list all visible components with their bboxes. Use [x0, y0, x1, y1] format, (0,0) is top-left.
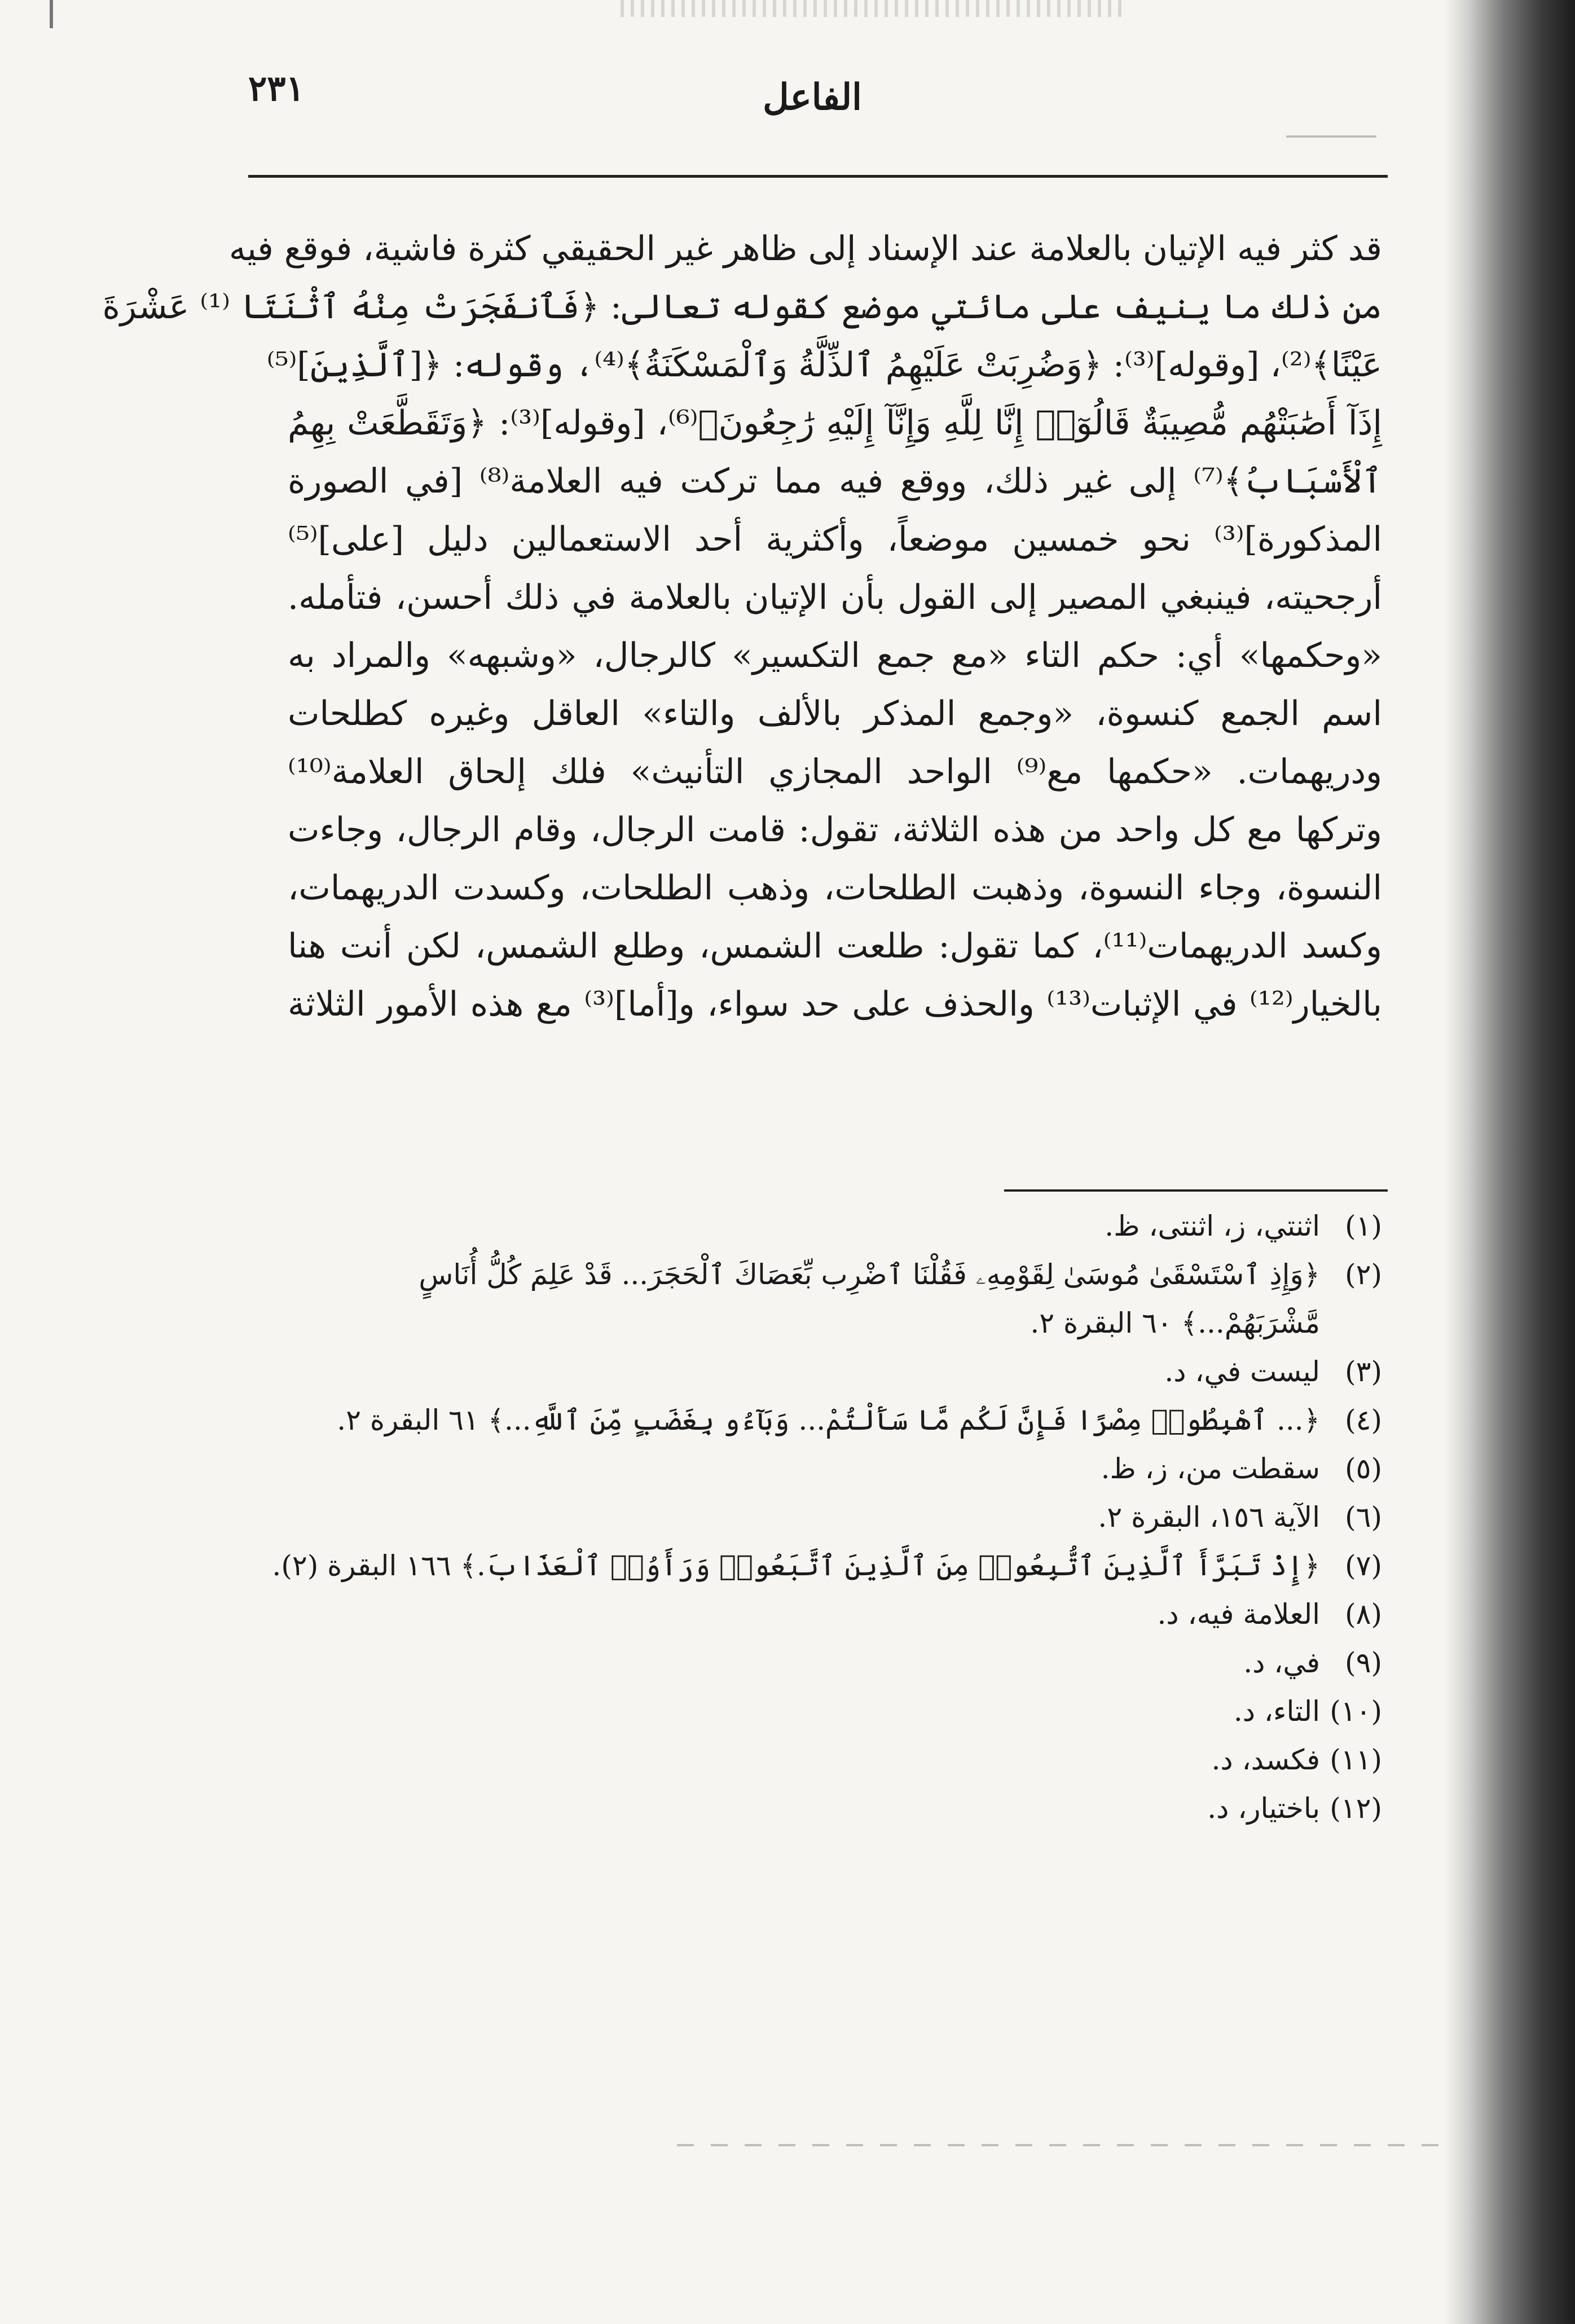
footnote-text: ليست في، د.	[1164, 1355, 1320, 1388]
footnote-number: (١٠)	[1330, 1695, 1382, 1728]
scan-noise-top	[621, 0, 1128, 17]
footnote-number: (٣)	[1345, 1355, 1382, 1388]
main-text	[102, 220, 1383, 1034]
text-line: أرجحيته، فينبغي المصير إلى القول بأن الإتيان بالعلامة في ذلك أحسن، فتأمله.	[288, 578, 1382, 617]
footnote-number: (٤)	[1345, 1404, 1382, 1436]
running-title: الفاعل	[763, 76, 862, 118]
footnote-rule	[1004, 1189, 1388, 1192]
footnote-number: (٩)	[1345, 1646, 1382, 1679]
text-line: قد كثر فيه الإتيان بالعلامة عند الإسناد إلى ظاهر غير الحقيقي كثرة فاشية، فوقع فيه	[228, 229, 1382, 269]
footnote	[272, 1541, 1382, 1590]
text-line: النسوة، وجاء النسوة، وذهبت الطلحات، وذهب الطلحات، وكسدت الدريهمات،	[288, 868, 1382, 908]
page-edge-shadow	[1445, 0, 1575, 2324]
footnote	[282, 1202, 1382, 1250]
footnote	[282, 1396, 1382, 1444]
footnote-text: مَّشْرَبَهُمْ...﴾ ٦٠ البقرة ٢.	[1030, 1307, 1320, 1339]
footnote-text: التاء، د.	[1233, 1695, 1320, 1728]
footnote-number: (١٢)	[1330, 1792, 1382, 1825]
scan-noise-line	[1286, 135, 1376, 138]
footnote	[282, 1590, 1382, 1638]
footnote-text: ﴿... ٱهْبِطُوا۟ مِصْرًا فَإِنَّ لَكُم مَّا سَأَلْتُمْ... وَبَآءُو بِغَضَبٍ مِّنَ ٱللَّهِ...﴾ ٦١ البقرة ٢.	[337, 1404, 1320, 1436]
footnote-number: (٢)	[1345, 1258, 1382, 1291]
scan-noise-line-bottom	[677, 2144, 1438, 2146]
text-line: ودريهمات. «حكمها مع⁽⁹⁾ الواحد المجازي التأنيث» فلك إلحاق العلامة⁽¹⁰⁾	[288, 752, 1383, 792]
footnote-number: (٥)	[1345, 1452, 1382, 1485]
footnote	[282, 1638, 1382, 1687]
text-line: وتركها مع كل واحد من هذه الثلاثة، تقول: قامت الرجال، وقام الرجال، وجاءت	[288, 810, 1382, 850]
text-line: بالخيار⁽¹²⁾ في الإثبات⁽¹³⁾ والحذف على حد سواء، و[أما]⁽³⁾ مع هذه الأمور الثلاثة	[288, 985, 1382, 1024]
footnote-text: ﴿إِذْ تَبَرَّأَ ٱلَّذِينَ ٱتُّبِعُوا۟ مِنَ ٱلَّذِينَ ٱتَّبَعُوا۟ وَرَأَوُا۟ ٱلْعَذَابَ.﴾ ١٦٦ البقرة (٢).	[272, 1549, 1320, 1582]
footnote	[282, 1736, 1382, 1784]
footnote-text: الآية ١٥٦، البقرة ٢.	[1098, 1501, 1320, 1534]
footnote-continuation	[282, 1299, 1382, 1347]
footnote-text: اثنتي، ز، اثنتى، ظ.	[1105, 1210, 1320, 1242]
text-line: ٱلْأَسْبَابُ﴾⁽⁷⁾ إلى غير ذلك، ووقع فيه مما تركت فيه العلامة⁽⁸⁾ [في الصورة	[288, 462, 1382, 501]
footnote-number: (٨)	[1345, 1598, 1382, 1631]
footnote-text: فكسد، د.	[1211, 1743, 1320, 1776]
footnote-number: (١١)	[1330, 1743, 1382, 1776]
footnote-text: العلامة فيه، د.	[1157, 1598, 1320, 1631]
footnote	[282, 1444, 1382, 1493]
footnote-number: (١)	[1345, 1210, 1382, 1242]
footnote-number	[1320, 1299, 1382, 1347]
footnotes	[272, 1202, 1382, 1833]
text-line: عَيْنًا﴾⁽²⁾، [وقوله]⁽³⁾: ﴿وَضُرِبَتْ عَلَيْهِمُ ٱلذِّلَّةُ وَٱلْمَسْكَنَةُ﴾⁽⁴⁾، وقوله: ﴿[ٱلَّذِينَ]⁽⁵⁾	[266, 345, 1382, 385]
footnote	[282, 1687, 1382, 1736]
footnote-number: (٧)	[1345, 1549, 1382, 1582]
text-line: المذكورة]⁽³⁾ نحو خمسين موضعاً، وأكثرية أحد الاستعمالين دليل [على]⁽⁵⁾	[288, 520, 1382, 559]
footnote	[282, 1250, 1382, 1299]
footnote-text: في، د.	[1243, 1646, 1320, 1679]
page-number: ٢٣١	[248, 68, 305, 109]
scan-mark-left	[50, 0, 53, 28]
footnote-text: باختيار، د.	[1207, 1792, 1320, 1825]
text-line: وكسد الدريهمات⁽¹¹⁾، كما تقول: طلعت الشمس، وطلع الشمس، لكن أنت هنا	[288, 926, 1382, 966]
text-line: إِذَآ أَصَٰبَتْهُم مُّصِيبَةٌ قَالُوٓا۟ إِنَّا لِلَّهِ وَإِنَّآ إِلَيْهِ رَٰجِعُونَ﴾⁽⁶⁾، [وقوله]⁽³⁾: ﴿وَتَقَطَّعَتْ بِهِمُ	[288, 403, 1382, 443]
text-line: من ذلك ما ينيف على مائتي موضع كقوله تعالى: ﴿فَٱنفَجَرَتْ مِنْهُ ٱثْنَتَا ⁽¹⁾ عَشْرَةَ	[102, 287, 1382, 327]
text-line: اسم الجمع كنسوة، «وجمع المذكر بالألف والتاء» العاقل وغيره كطلحات	[288, 694, 1382, 733]
header-rule	[248, 175, 1388, 178]
text-line: «وحكمها» أي: حكم التاء «مع جمع التكسير» كالرجال، «وشبهه» والمراد به	[288, 636, 1382, 675]
footnote-number: (٦)	[1345, 1501, 1382, 1534]
footnote	[282, 1347, 1382, 1396]
footnote	[282, 1784, 1382, 1833]
footnote-text: ﴿وَإِذِ ٱسْتَسْقَىٰ مُوسَىٰ لِقَوْمِهِۦ فَقُلْنَا ٱضْرِب بِّعَصَاكَ ٱلْحَجَرَ... قَدْ عَلِمَ كُلُّ أُنَاسٍ	[419, 1258, 1320, 1291]
footnote-text: سقطت من، ز، ظ.	[1101, 1452, 1320, 1485]
footnote	[282, 1493, 1382, 1541]
